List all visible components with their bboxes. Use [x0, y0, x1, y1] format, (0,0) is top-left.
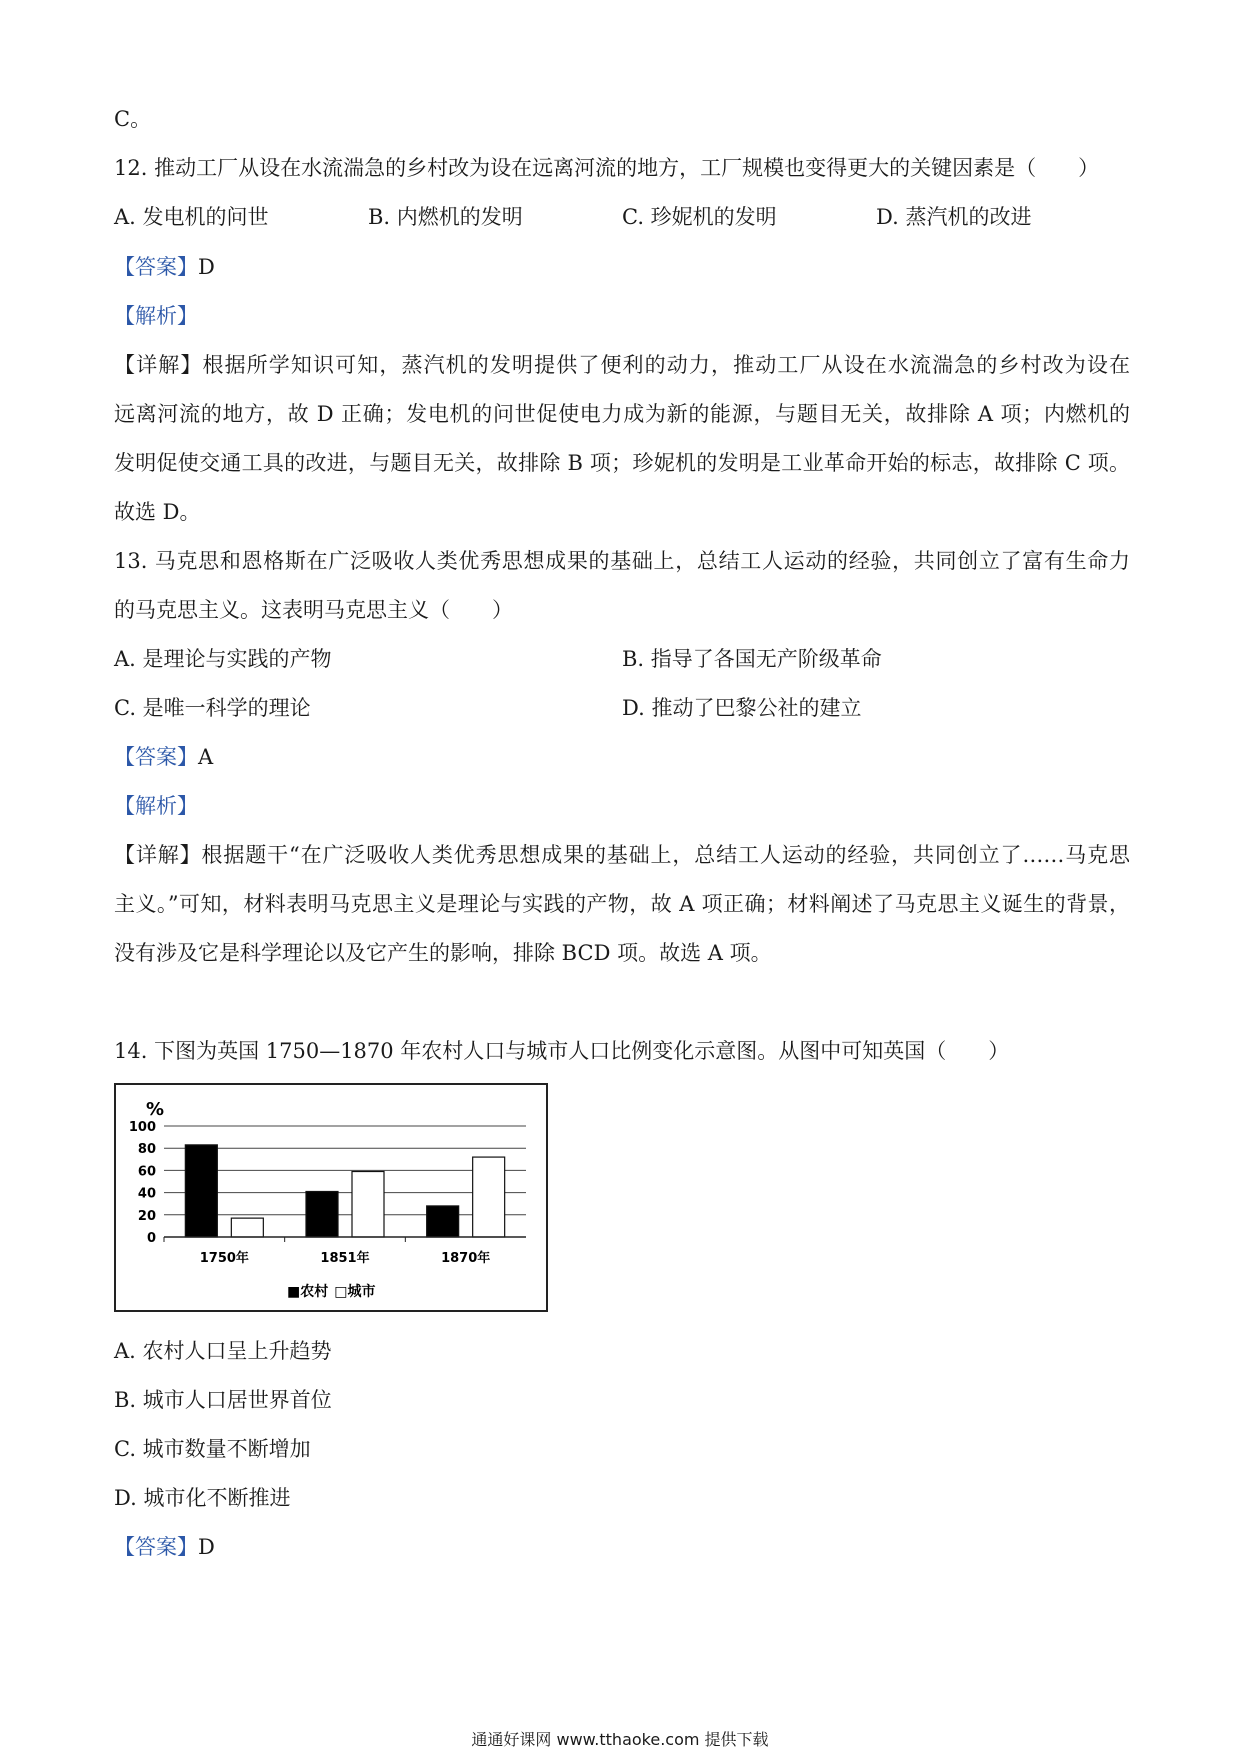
answer-tag: 【答案】 [114, 745, 198, 769]
prev-answer-tail: C。 [114, 107, 152, 131]
y-tick-label: 60 [137, 1164, 156, 1180]
legend-urban-label: 城市 [347, 1284, 376, 1300]
bar-urban [231, 1218, 263, 1237]
q14-option-c: C. 城市数量不断增加 [114, 1437, 311, 1461]
q14-answer [114, 1532, 215, 1562]
answer-tag: 【答案】 [114, 1535, 198, 1559]
q13-option-b: B. 指导了各国无产阶级革命 [622, 647, 882, 671]
population-chart [114, 1083, 548, 1312]
x-tick-label: 1870年 [441, 1251, 491, 1266]
chart-legend [287, 1283, 375, 1300]
q13-detail-line-3: 没有涉及它是科学理论以及它产生的影响，排除 BCD 项。故选 A 项。 [114, 941, 772, 965]
q13-answer [114, 742, 213, 772]
detail-tag: 【详解】 [114, 353, 203, 377]
x-tick-label: 1750年 [199, 1251, 249, 1266]
q12-detail-line-3: 发明促使交通工具的改进，与题目无关，故排除 B 项；珍妮机的发明是工业革命开始的标志，故排除 C 项。 [114, 451, 1130, 475]
q12-detail-line-1 [114, 350, 1130, 380]
chart-svg [116, 1085, 546, 1310]
x-tick-label: 1851年 [320, 1251, 370, 1266]
q12-detail-line-2: 远离河流的地方，故 D 正确；发电机的问世促使电力成为新的能源，与题目无关，故排除 A 项；内燃机的 [114, 402, 1130, 426]
q14-stem: 14. 下图为英国 1750—1870 年农村人口与城市人口比例变化示意图。从图中可知英国（ ） [114, 1039, 1010, 1063]
q13-stem-line-1: 13. 马克思和恩格斯在广泛吸收人类优秀思想成果的基础上，总结工人运动的经验，共同创立了富有生命力 [114, 549, 1130, 573]
bar-rural [185, 1145, 217, 1237]
q13-option-a: A. 是理论与实践的产物 [114, 647, 332, 671]
answer-value: D [198, 1535, 215, 1559]
q12-analysis-tag: 【解析】 [114, 304, 198, 328]
q12-option-a: A. 发电机的问世 [114, 205, 269, 229]
y-unit-label: % [146, 1099, 165, 1120]
q13-option-d: D. 推动了巴黎公社的建立 [622, 696, 862, 720]
legend-urban-symbol: □ [334, 1284, 348, 1300]
answer-value: D [198, 255, 215, 279]
y-tick-label: 100 [128, 1120, 156, 1135]
detail-text: 根据所学知识可知，蒸汽机的发明提供了便利的动力，推动工厂从设在水流湍急的乡村改为设在 [202, 353, 1131, 377]
q14-option-b: B. 城市人口居世界首位 [114, 1388, 332, 1412]
q13-option-c: C. 是唯一科学的理论 [114, 696, 311, 720]
detail-tag: 【详解】 [114, 843, 202, 867]
answer-tag: 【答案】 [114, 255, 198, 279]
svg-text:■农村□城市 [287, 1283, 375, 1300]
answer-value: A [198, 745, 214, 769]
q13-analysis-tag: 【解析】 [114, 794, 198, 818]
page-footer: 通通好课网 www.tthaoke.com 提供下载 [471, 1730, 769, 1749]
bar-urban [473, 1157, 505, 1237]
q13-detail-line-2: 主义。”可知，材料表明马克思主义是理论与实践的产物，故 A 项正确；材料阐述了马克思主义诞生的背景， [114, 892, 1130, 916]
q12-option-c: C. 珍妮机的发明 [622, 205, 777, 229]
q13-stem-line-2: 的马克思主义。这表明马克思主义（ ） [114, 598, 513, 622]
q12-answer [114, 252, 215, 282]
legend-rural-symbol: ■ [287, 1284, 301, 1300]
bar-urban [352, 1172, 384, 1237]
q12-detail-line-4: 故选 D。 [114, 500, 201, 524]
q12-option-b: B. 内燃机的发明 [368, 205, 523, 229]
q14-option-d: D. 城市化不断推进 [114, 1486, 291, 1510]
y-tick-label: 40 [137, 1186, 156, 1202]
q14-option-a: A. 农村人口呈上升趋势 [114, 1339, 332, 1363]
bar-rural [306, 1191, 338, 1237]
q12-stem: 12. 推动工厂从设在水流湍急的乡村改为设在远离河流的地方，工厂规模也变得更大的关键因素是（ ） [114, 156, 1100, 180]
y-tick-label: 0 [146, 1231, 156, 1246]
y-tick-label: 20 [137, 1208, 156, 1224]
detail-text: 根据题干“在广泛吸收人类优秀思想成果的基础上，总结工人运动的经验，共同创立了……马克思 [201, 843, 1131, 867]
legend-rural-label: 农村 [300, 1284, 329, 1300]
y-tick-label: 80 [137, 1142, 156, 1158]
q12-option-d: D. 蒸汽机的改进 [876, 205, 1032, 229]
bar-rural [427, 1206, 459, 1237]
q13-detail-line-1 [114, 840, 1130, 870]
